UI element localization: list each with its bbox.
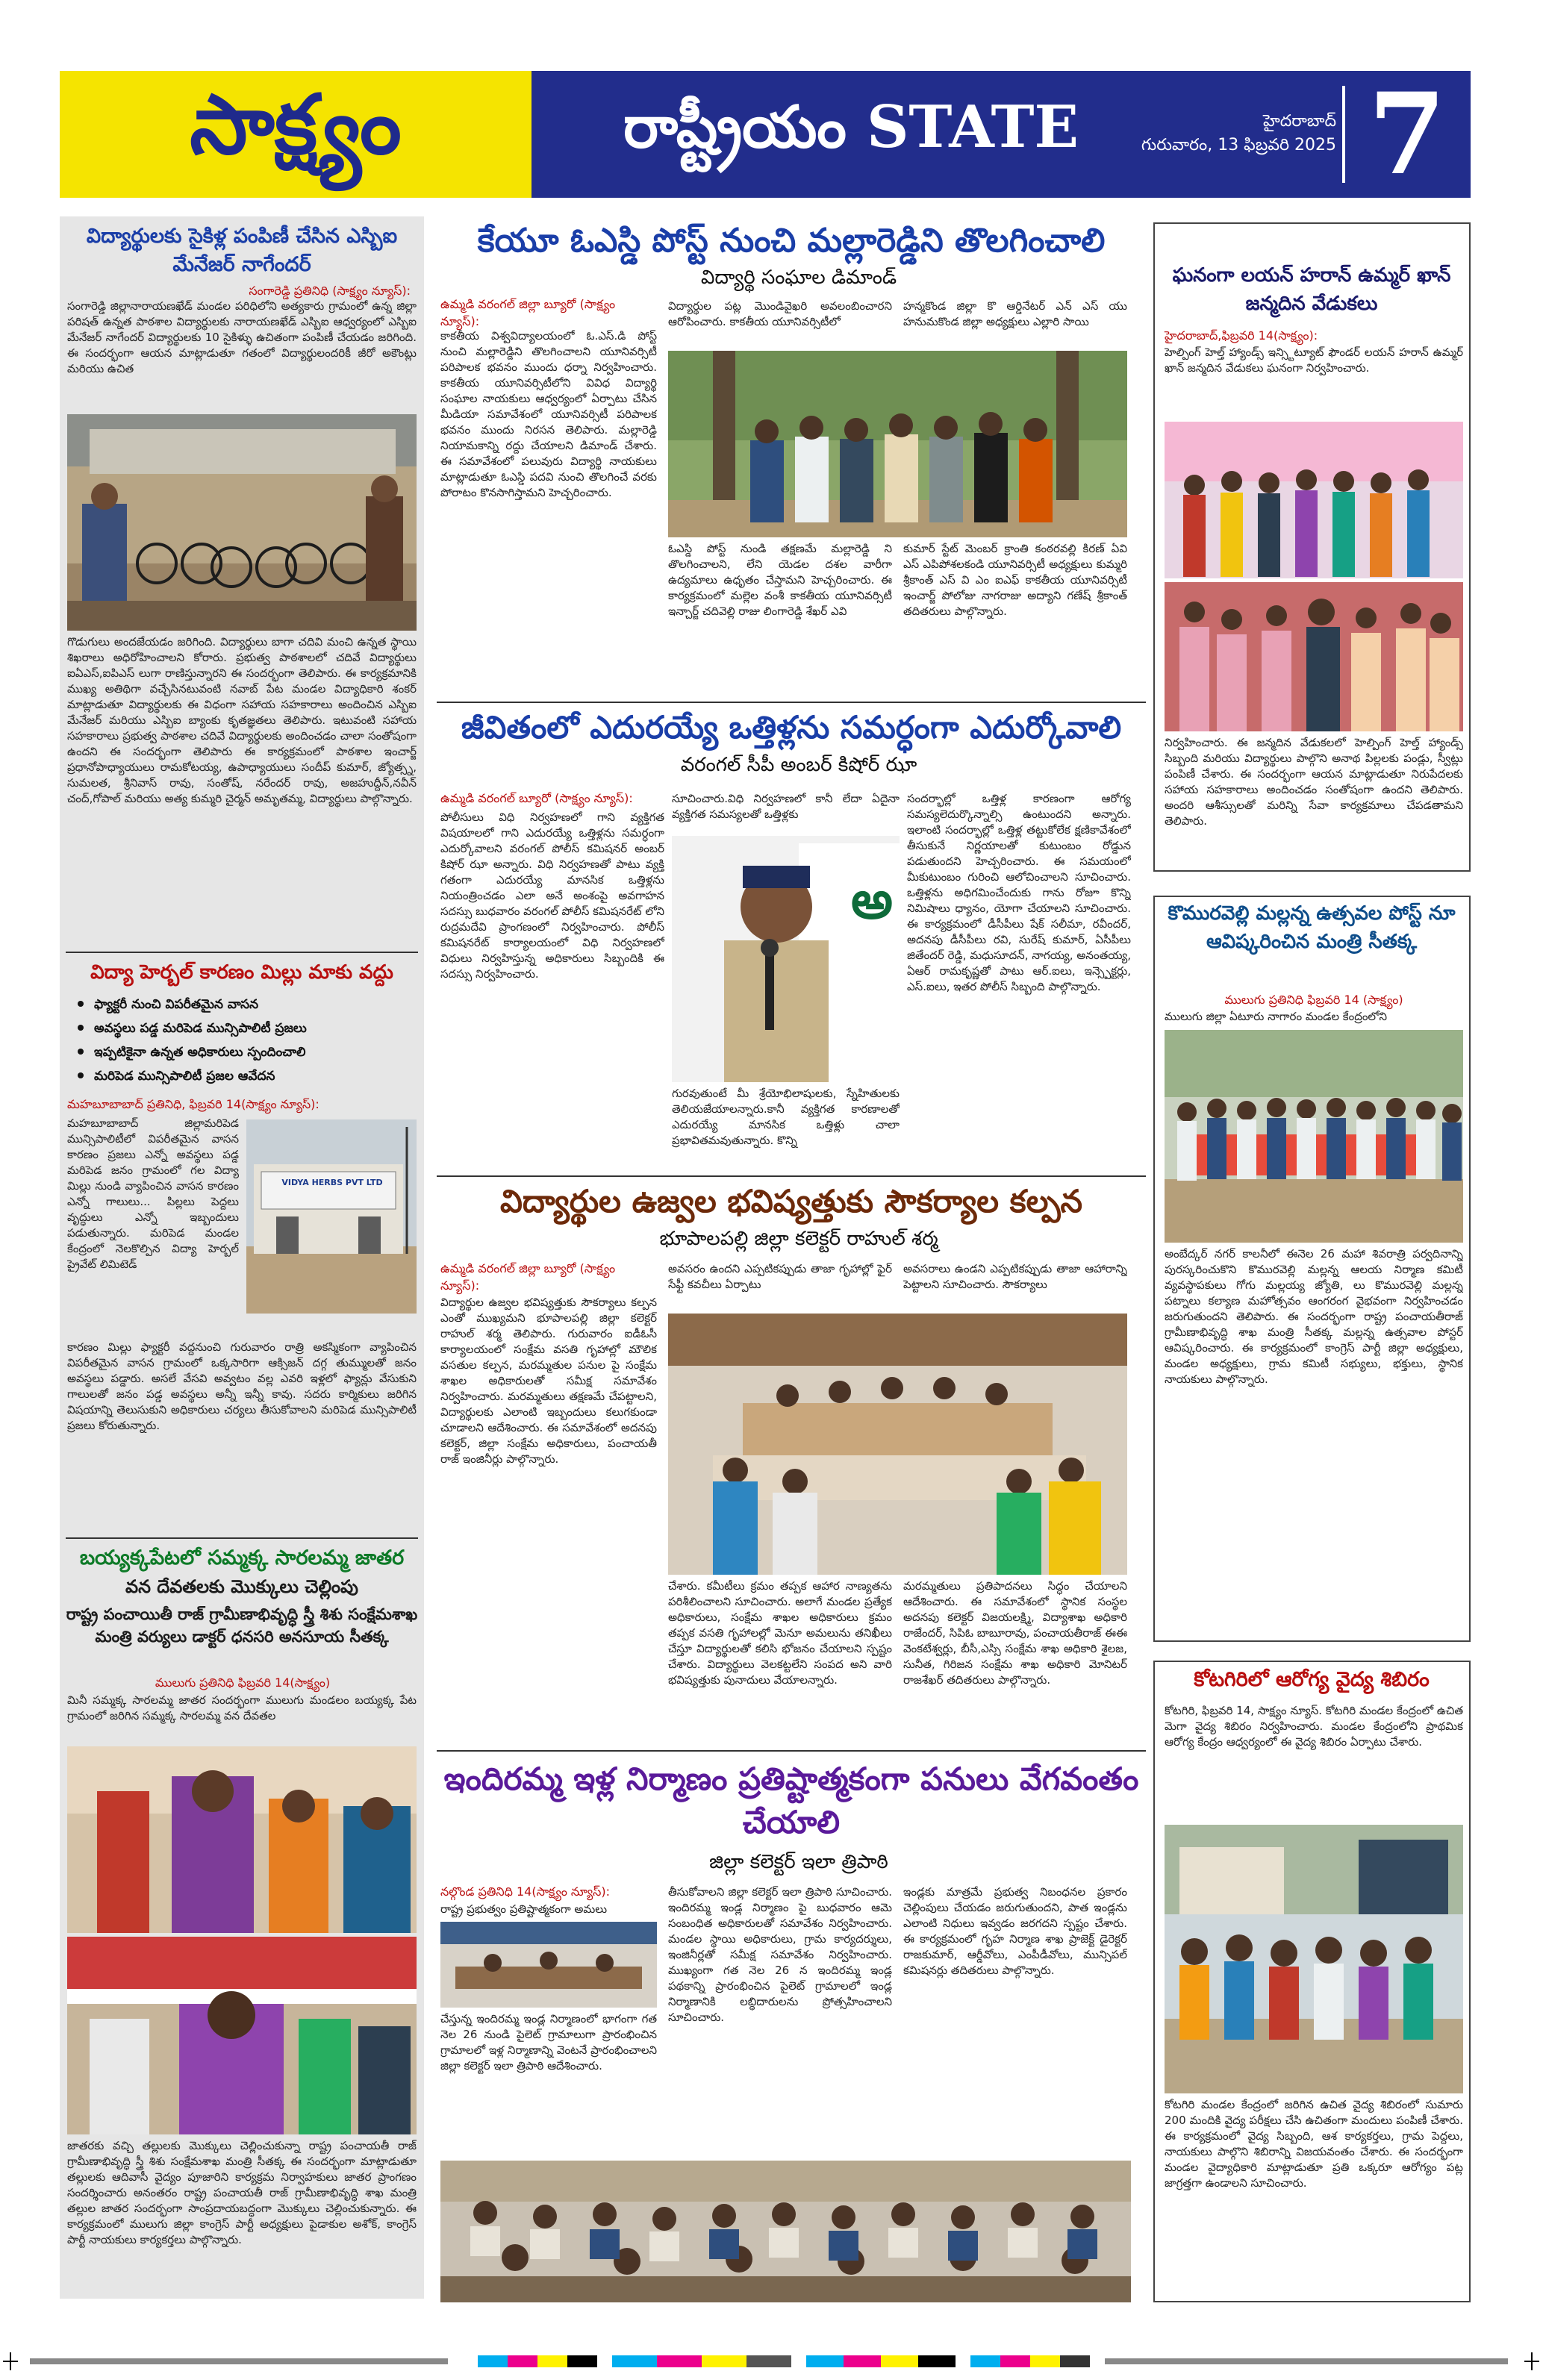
article-body: హెల్పింగ్ హెల్త్ హ్యాండ్స్ ఇన్స్టిట్యూట్ ఫౌండర్ లయన్ హరాన్ ఉమ్మర్ ఖాన్ జన్మదిన వేడుకలు ఘనంగా నిర్వహించారు. [1165,346,1463,375]
subhead-collector-ila: జిల్లా కలెక్టర్ ఇలా త్రిపాఠి [709,1851,888,1873]
headline-indiramma-houses: ఇందిరమ్మ ఇళ్ల నిర్మాణం ప్రతిష్టాత్మకంగా పనులు వేగవంతం చేయాలి [443,1761,1139,1840]
divider [437,1750,1146,1752]
dateline-warangal-3: ఉమ్మడి వరంగల్ జిల్లా బ్యూరో (సాక్ష్యం న్యూస్): [440,1261,616,1293]
headline-students-facilities: విద్యార్థుల ఉజ్వల భవిష్యత్తుకు సౌకర్యాల కల్పన [499,1183,1083,1219]
photo-police-commissioner [672,836,900,1082]
article-body: రాష్ట్ర ప్రభుత్వం ప్రతిష్టాత్మకంగా అమలు [440,1902,608,1916]
subhead-cp: వరంగల్ సీపీ అంబర్ కిషోర్ ఝా [680,754,917,776]
headline-vidya-herbal: విద్యా హెర్బల్ కారణం మిల్లు మాకు వద్దు [90,961,393,984]
article-body: అవసరం ఉందని ఎప్పటికప్పుడు తాజా గృహాల్లో ఫైర్ సేఫ్టీ కవచీలు ఏర్పాటు [668,1262,892,1291]
dateline-date: గురువారం, 13 ఫిబ్రవరి 2025 [1141,136,1336,154]
article-body: హన్మకొండ జిల్లా కొ ఆర్డినేటర్ ఎన్ ఎస్ యు హనుమకొండ జిల్లా అధ్యక్షులు ఎల్లారి సాయి [903,299,1127,328]
article-body: చేస్తున్న ఇందిరమ్మ ఇండ్ల నిర్మాణంలో భాగంగా గత నెల 26 నుండి పైలెట్ గ్రామాలుగా ప్రారంభించిన గ్రామాలలో ఇళ్ల నిర్మాణాన్ని వెంటనే ప్రారంభించాలని జిల్లా కలెక్టర్ ఇలా త్రిపాఠి ఆదేశించారు. [440,2012,657,2073]
subhead-minister: రాష్ట్ర పంచాయితీ రాజ్ గ్రామీణాభివృద్ధి స్త్రీ శిశు సంక్షేమశాఖ మంత్రి వర్యులు డాక్టర్ ధనసరి అనసూయ సీతక్క [66,1605,418,1646]
article-body: గొడుగులు అందజేయడం జరిగింది. విద్యార్థులు బాగా చదివి మంచి ఉన్నత స్థాయి శిఖరాలు అధిరోహించాలని కోరారు. ప్రభుత్వ పాఠశాలలో చదివే విద్యార్థులు ఐఏఎస్,ఐపిఎస్ లుగా రాణిస్తున్నారని ఈ సందర్భంగా తెలిపారు. ఈ కార్యక్రమానికి ముఖ్య అతిథిగా వచ్చేసినటువంటి నవాబ్ పేట మండల విద్యాధికారి శంకర్ మాట్లాడుతూ విద్యార్థులకు ఈ విధంగా సహాయ సహకారాలు అందించిన ఎస్బిఐ మేనేజర్ మరియు ఎస్బిఐ బ్యాంకు కృతజ్ఞతలు తెలిపారు. ఇటువంటి సహాయ సహకారాలు ప్రభుత్వ పాఠశాల చదివే విద్యార్థులకు అందించడం చాలా సంతోషంగా ఉందని ఈ సందర్భంగా తెలిపారు ఈ కార్యక్రమంలో పాఠశాల ఇంచార్జ్ ప్రధానోపాధ్యాయులు రామకోటయ్య, ఉపాధ్యాయులు సందీప్ కుమార్, జ్యోత్స్న, సుమలత, శ్రీనివాస్ రావు, సంతోష్, నరేందర్ రావు, అజహుద్దీన్,నవీన్ చంద్,గోపాల్ మరియు అత్య కుమ్మరి చైర్మన్ అమృతమ్మ, విద్యార్థులు పాల్గొన్నారు. [67,635,417,805]
article-body: తీసుకోవాలని జిల్లా కలెక్టర్ ఇలా త్రిపాఠి సూచించారు. ఇందిరమ్మ ఇండ్ల నిర్మాణం పై బుధవారం ఆమె సంబంధిత అధికారులతో సమావేశం నిర్వహించారు. మండల స్థాయి అధికారులు, గ్రామ కార్యదర్శులు, ఇంజినీర్లతో సమీక్ష సమావేశం నిర్వహించారు. ముఖ్యంగా గత నెల 26 న ఇందిరమ్మ ఇండ్ల పథకాన్ని ప్రారంభించిన పైలెట్ గ్రామాలలో ఇండ్ల నిర్మాణానికి లబ్ధిదారులను ప్రోత్సహించాలని సూచించారు. [668,1885,892,2024]
article-body: కుమార్ స్టేట్ మెంబర్ క్రాంతి కంఠరవల్లి కిరణ్ ఏవి ఎస్ ఎపిపోశలకండి యూనివర్సిటీ అధ్యక్షులు కుమ్మరి శ్రీకాంత్ ఎస్ వి ఎం ఐఎఫ్ కాకతీయ యూనివర్సిటీ ఇంచార్జ్ పోలోజు నాగరాజు అద్యాని గణేష్ శ్రీకాంత్ తదితరులు పాల్గొన్నారు. [903,542,1127,618]
photo-cycle-distribution [67,414,417,631]
dateline-mulugu: ములుగు ప్రతినిధి ఫిబ్రవరి 14(సాక్ష్యం) [155,1675,331,1690]
article-body: గురవుతుంటే మీ శ్రేయోభిలాషులకు, స్నేహితులకు తెలియజేయాలన్నారు.కానీ వ్యక్తిగత కారణాలతో ఎదురయ్యే మానసిక ఒత్తిళ్లు చాలా ప్రభావితమవుతున్నారు. కొన్ని [672,1087,900,1147]
subhead-offerings: వన దేవతలకు మొక్కులు చెల్లింపు [125,1576,358,1597]
divider [66,1537,418,1539]
headline-ku-osd: కేయూ ఓఎస్డి పోస్ట్ నుంచి మల్లారెడ్డిని తొలగించాలి [477,222,1106,260]
masthead-logo: సాక్ష్యం [190,75,402,172]
article-body: అవసరాలు ఉండని ఎప్పటికప్పుడు తాజా ఆహారాన్ని పెట్టాలని సూచించారు. సౌకర్యాలు [903,1262,1127,1291]
headline-stress: జీవితంలో ఎదురయ్యే ఒత్తిళ్లను సమర్ధంగా ఎదుర్కోవాలి [461,709,1122,746]
dateline-mahabubabad: మహబూబాబాద్ ప్రతినిధి, ఫిబ్రవరి 14(సాక్ష్యం న్యూస్): [67,1097,319,1111]
bullet-item: ఫ్యాక్టరీ నుంచి విపరీతమైన వాసన [75,993,418,1016]
photo-jatara-2 [67,1937,417,2134]
headline-komuravelli: కొమురవెల్లి మల్లన్న ఉత్సవల పోస్ట్ నూ ఆవిష్కరించిన మంత్రి సీతక్క [1168,902,1456,953]
headline-birthday: ఘనంగా లయన్ హరాన్ ఉమ్మర్ ఖాన్ జన్మదిన వేడుకలు [1172,264,1451,315]
photo-collector-meeting [440,1922,657,2008]
article-body: జాతరకు వచ్చి తల్లులకు మొక్కులు చెల్లించుకున్నా రాష్ట్ర పంచాయతీ రాజ్ గ్రామీణాభివృద్ధి స్త్రీ శిశు సంక్షేమశాఖ మంత్రి సీతక్క ఈ సందర్భంగా మాట్లాడుతూ తల్లులకు ఆదివాసీ వైద్యం పూజారిని కార్యక్రమ నిర్వాహకులు జాతర ప్రాంగణం సందర్శించారు అనంతరం రాష్ట్ర పంచాయతీ రాజ్ గ్రామీణాభివృద్ధి శాఖ మంత్రి తల్లుల జాతర సందర్భంగా సాంప్రదాయబద్ధంగా మొక్కులు చెల్లించుకున్నారు. ఈ కార్యక్రమంలో ములుగు జిల్లా కాంగ్రెస్ పార్టీ అధ్యక్షులు పైడాకుల అశోక్, కాంగ్రెస్ పార్టీ నాయకులు కార్యకర్తలు పాల్గొన్నారు. [67,2139,417,2246]
article-body: మినీ సమ్మక్క సారలమ్మ జాతర సందర్భంగా ములుగు మండలం బయ్యక్క పేట గ్రామంలో జరిగిన సమ్మక్క సారలమ్మ వన దేవతల [67,1693,417,1722]
article-body: కారణం మిల్లు ఫ్యాక్టరీ వద్దనుంచి గురువారం రాత్రి అకస్మికంగా వ్యాపించిన విపరీతమైన వాసన గ్రామంలో ఒక్కసారిగా ఆక్సిజన్ దగ్గ తుమ్ములతో జనం అవస్థలు పడ్డారు. అసలే వేసవి అవ్వటం వల్ల ఎవరి ఇళ్లలో ఫ్యాన్లు వేసుకుని గాలులతో జనం పడ్డ అవస్థలు అన్నీ ఇన్నీ కావు. సదరు కార్మికులు జరిగిన విషయాన్ని తెలుసుకుని అధికారులు చర్యలు తీసుకోవాలని మరిపెడ మున్సిపాలిటీ ప్రజలు కోరుతున్నారు. [67,1340,417,1432]
article-body: సూచించారు.విధి నిర్వహణలో కానీ లేదా ఏదైనా వ్యక్తిగత సమస్యలతో ఒత్తిళ్లకు [672,792,900,821]
divider [437,702,1146,703]
bullet-item: మరిపెడ మున్సిపాలిటీ ప్రజల ఆవేదన [75,1064,418,1088]
dateline-warangal: ఉమ్మడి వరంగల్ జిల్లా బ్యూరో (సాక్ష్యం న్యూస్): [440,297,616,328]
article-body: అంబేద్కర్ నగర్ కాలనీలో ఈనెల 26 మహా శివరాత్రి పర్వదినాన్ని పురస్కరించుకొని కొమురవెల్లి మల్లన్న ఆలయ నిర్మాణ కమిటీ వ్యవస్థాపకులు గోగు మల్లయ్య జ్యోతి, లు కొమురవెల్లి మల్లన్న పట్నాలు కల్యాణ మహోత్సవం ఆంగరంగ వైభవంగా నిర్వహించడం జరుగుతుందని తెలిపారు. ఈ సందర్భంగా రాష్ట్ర పంచాయతీరాజ్ గ్రామీణాభివృద్ధి శాఖ మంత్రి సీతక్క మల్లన్న ఉత్సవాల పోస్టర్ ఆవిష్కరించారు. ఈ కార్యక్రమంలో కాంగ్రెస్ పార్టీ జిల్లా అధ్యక్షులు, మండల అధ్యక్షులు, గ్రామ కమిటీ సభ్యులు, భక్తులు, స్థానిక నాయకులు పాల్గొన్నారు. [1165,1247,1463,1386]
page-number: 7 [1368,69,1447,200]
photo-birthday-2 [1165,582,1463,731]
article-body: కోటగిరి మండల కేంద్రంలో జరిగిన ఉచిత వైద్య శిబిరంలో సుమారు 200 మందికి వైద్య పరీక్షలు చేసి ఉచితంగా మందులు పంపిణీ చేశారు. ఈ కార్యక్రమంలో వైద్య సిబ్బంది, ఆశ కార్యకర్తలు, గ్రామ పెద్దలు, నాయకులు పాల్గొని శిబిరాన్ని విజయవంతం చేశారు. ఈ సందర్భంగా మండల వైద్యాధికారి మాట్లాడుతూ ప్రతి ఒక్కరూ ఆరోగ్యం పట్ల జాగ్రత్తగా ఉండాలని సూచించారు. [1165,2098,1463,2190]
bullet-item: అవస్థలు పడ్డ మరిపెడ మున్సిపాలిటీ ప్రజలు [75,1016,418,1040]
photo-poster-launch [1165,1030,1463,1243]
subhead-collector-rahul: భూపాలపల్లి జిల్లా కలెక్టర్ రాహుల్ శర్మ [659,1228,938,1250]
subhead-student-unions: విద్యార్థి సంఘాల డిమాండ్ [700,266,897,289]
headline-cycles: విద్యార్థులకు సైకిళ్ల పంపిణీ చేసిన ఎస్బిఐ మేనేజర్ నాగేందర్ [86,225,398,276]
article-body: విద్యార్థుల ఉజ్వల భవిష్యత్తుకు సౌకర్యాలు కల్పన ఎంతో ముఖ్యమని భూపాలపల్లి జిల్లా కలెక్టర్ రాహుల్ శర్మ తెలిపారు. గురువారం ఐడీఓసీ కార్యాలయంలో సంక్షేమ వసతి గృహాల్లో మౌలిక వసతుల కల్పన, మరమ్మతుల పనుల పై సంక్షేమ శాఖల అధికారులతో సమీక్ష సమావేశం నిర్వహించారు. మరమ్మతులు తక్షణమే చేపట్టాలని, విద్యార్థులకు ఎలాంటి ఇబ్బందులు కలుగకుండా చూడాలని ఆదేశించారు. ఈ సమావేశంలో అదనపు కలెక్టర్, జిల్లా సంక్షేమ అధికారులు, పంచాయతీ రాజ్ ఇంజినీర్లు పాల్గొన్నారు. [440,1296,657,1466]
article-body: పోలీసులు విధి నిర్వహణలో గాని వ్యక్తిగత విషయాలలో గాని ఎదురయ్యే ఒత్తిళ్లను సమర్ధంగా ఎదుర్కోవాలని వరంగల్ పోలీస్ కమిషనర్ అంబర్ కిషోర్ ఝా అన్నారు. విధి నిర్వహణతో పాటు వ్యక్తి గతంగా ఎదురయ్యే మానసిక ఒత్తిళ్లను నియంత్రించడం ఎలా అనే అంశంపై అవగాహన సదస్సు బుధవారం వరంగల్ పోలీస్ కమిషనరేట్ లోని రుద్రమదేవి ప్రాంగణంలో నిర్వహించారు. పోలీస్ కమిషనరేట్ కార్యాలయంలో విధి నిర్వహణలో విధులు నిర్వహిస్తున్న అధికారులు సిబ్బందికి ఈ సదస్సు నిర్వహించారు. [440,810,664,981]
svg-text:అ: అ [851,869,893,931]
bullet-item: ఇప్పటికైనా ఉన్నత అధికారులు స్పందించాలి [75,1040,418,1064]
article-body: సందర్భాల్లో ఒత్తిళ్ల కారణంగా ఆరోగ్య సమస్యలెదుర్కొన్నాల్సి ఉంటుందని అన్నారు. ఇలాంటి సందర్భాల్లో ఒత్తిళ్ల తట్టుకోలేక క్షణికావేశంలో తీసుకునే నిర్ణయాలతో కుటుంబం రోడ్డున పడుతుందని హెచ్చరించారు. ఈ సమయంలో మీకుటుంబం గురించి ఆలోచించాలని సూచించారు. ఒత్తిళ్లను అధిగమించేందుకు గాను రోజూ కొన్ని నిమిషాలు ధ్యానం, యోగా చేయాలని సూచించారు. ఈ కార్యక్రమంలో డీసీపీలు షేక్ సలీమా, రవీందర్, అదనపు డీసీపీలు రవి, సురేష్ కుమార్, ఏసీపీలు జితేందర్ రెడ్డి, మధుసూదన్, నాగయ్య, అనంతయ్య, ఏఆర్ రామకృష్ణతో పాటు ఆర్.ఐలు, ఇన్స్పెక్టర్లు, ఎస్.ఐలు, ఇతర పోలీస్ సిబ్బంది పాల్గొన్నారు. [907,792,1131,993]
divider [66,952,418,953]
article-body: కాకతీయ విశ్వవిద్యాలయంలో ఓ.ఎస్.డి పోస్ట్ నుంచి మల్లారెడ్డిని తొలగించాలని యూనివర్సిటీ పరిపాలక భవనం ముందు ధర్నా నిర్వహించారు. కాకతీయ యూనివర్సిటీలోని వివిధ విద్యార్థి సంఘాల నాయకులు ఆధ్వర్యంలో ఏర్పాటు చేసిన మీడియా సమావేశంలో యూనివర్సిటీ పరిపాలక భవనం ముందు నిరసన తెలిపారు. మల్లారెడ్డి నియామకాన్ని రద్దు చేయాలని డిమాండ్ చేశారు. ఈ సమావేశంలో పలువురు విద్యార్థి నాయకులు మాట్లాడుతూ ఓఎస్డి పదవి నుంచి తొలగించే వరకు పోరాటం కొనసాగిస్తామని హెచ్చరించారు. [440,329,657,499]
article-body: మహబూబాబాద్ జిల్లామరిపెడ మున్సిపాలిటీలో విపరీతమైన వాసన కారణం ప్రజలు ఎన్నో అవస్థలు పడ్డ మరిపెడ జనం గ్రామంలో గల విద్యా మిల్లు నుండి వ్యాపించిన వాసన కారణం ఎన్నో గాలులు... పిల్లలు పెద్దలు వృద్ధులు ఎన్నో ఇబ్బందులు పడుతున్నారు. మరిపెడ మండల కేంద్రంలో నెలకొల్పిన విద్యా హెర్బల్ ప్రైవేట్ లిమిటెడ్ [67,1116,239,1271]
article-body: ములుగు జిల్లా ఏటూరు నాగారం మండల కేంద్రంలోని [1165,1010,1388,1023]
article-body: చేశారు. కమీటీలు క్రమం తప్పక ఆహార నాణ్యతను పరిశీలించాలని సూచించారు. అలాగే మండల ప్రత్యేక అధికారులు, సంక్షేమ శాఖల అధికారులు క్రమం తప్పక వసతి గృహాలల్లో మెనూ అమలును తనిఖీలు చేస్తూ విద్యార్థులతో కలిసి భోజనం చేయాలని స్పష్టం చేశారు. విద్యార్థులు వెలకట్టలేని సంపద అని వారి భవిష్యత్తుకు పునాదులు వేయాలన్నారు. [668,1579,892,1687]
section-title: రాష్ట్రీయం STATE [623,93,1079,161]
dateline-city: హైదరాబాద్ [1263,112,1336,131]
article-body: కోటగిరి, ఫిబ్రవరి 14, సాక్ష్యం న్యూస్. కోటగిరి మండల కేంద్రంలో ఉచిత మెగా వైద్య శిబిరం నిర్వహించారు. మండల కేంద్రంలోని ప్రాథమిక ఆరోగ్య కేంద్రం ఆధ్వర్యంలో ఈ వైద్య శిబిరం ఏర్పాటు చేశారు. [1165,1704,1463,1749]
dateline-hyderabad: హైదరాబాద్,ఫిబ్రవరి 14(సాక్ష్యం): [1165,328,1318,343]
headline-sammakka-jatara: బయ్యక్కపేటలో సమ్మక్క సారలమ్మ జాతర [79,1546,405,1570]
dateline-sangareddy: సంగారెడ్డి ప్రతినిధి (సాక్ష్యం న్యూస్): [249,284,411,298]
dateline-mulugu-2: ములుగు ప్రతినిధి ఫిబ్రవరి 14 (సాక్ష్యం) [1224,993,1403,1007]
photo-birthday-1 [1165,422,1463,578]
photo-jatara-1 [67,1746,417,1933]
dateline-nalgonda: నల్గొండ ప్రతినిధి 14(సాక్ష్యం న్యూస్): [440,1884,611,1899]
photo-health-camp [1165,1825,1463,2093]
article-body: నిర్వహించారు. ఈ జన్మదిన వేడుకలలో హెల్పింగ్ హెల్త్ హ్యాండ్స్ సిబ్బంది మరియు విద్యార్థులు పాల్గొని అనాథ పిల్లలకు పండ్లు, స్వీట్లు పంపిణీ చేశారు. ఈ సందర్భంగా ఆయన మాట్లాడుతూ నిరుపేదలకు సహాయ సహకారాలు అందించడం సంతోషంగా ఉందని తెలిపారు. అందరి ఆశీస్సులతో మరిన్ని సేవా కార్యక్రమాలు చేపడతామని తెలిపారు. [1165,736,1463,828]
article-body: విద్యార్థుల పట్ల మొండివైఖరి అవలంబించారని ఆరోపించారు. కాకతీయ యూనివర్సిటీలో [668,299,892,328]
article-body: సంగారెడ్డి జిల్లానారాయణఖేడ్ మండల పరిధిలోని అత్యకారు గ్రామంలో ఉన్న జిల్లా పరిషత్ ఉన్నత పాఠశాల విద్యార్థులకు నారాయణఖేడ్ ఎస్బిఐ ఆధ్వర్యంలో ఎస్బిఐ మేనేజర్ నాగేందర్ విద్యార్థులకు 10 సైకిళ్ళు ఉచితంగా పంపిణీ చేయడం జరిగింది. ఈ సందర్భంగా ఆయన మాట్లాడుతూ గతంలో విద్యార్థులందరికీ జీరో అకౌంట్లు మరియు ఉచిత [67,299,417,375]
photo-student-group [668,351,1127,537]
photo-factory [246,1119,417,1314]
dateline-warangal-2: ఉమ్మడి వరంగల్ బ్యూరో (సాక్ష్యం న్యూస్): [440,791,633,805]
factory-sign-text: VIDYA HERBS PVT LTD [281,1178,383,1187]
article-body: మరమ్మతులు ప్రతిపాదనలు సిద్ధం చేయాలని ఆదేశించారు. ఈ సమావేశంలో స్థానిక సంస్థల అదనపు కలెక్టర్ విజయలక్ష్మి, విద్యాశాఖ అధికారి రాజేందర్, సిపిఓ బాబూరావు, పంచాయతీరాజ్ ఈఈ వెంకటేశ్వర్లు, బీసీ,ఎస్సి సంక్షేమ శాఖ అధికారి శైలజ, సునీత, గిరిజన సంక్షేమ శాఖ అధికారి మోనిటర్ రాజశేఖర్ తదితరులు పాల్గొన్నారు. [903,1579,1127,1687]
photo-review-meeting [668,1314,1127,1575]
article-body: ఓఎస్డి పోస్ట్ నుండి తక్షణమే మల్లారెడ్డి ని తొలగించాలని, లేని యెడల దశల వారీగా ఉద్యమాలు ఉధృతం చేస్తామని హెచ్చరించారు. ఈ కార్యక్రమంలో మల్లెల వంశీ కాకతీయ యూనివర్సిటీ ఇన్చార్జ్ చదివెల్లి రాజు లింగారెడ్డి శేఖర్ ఎవి [668,542,892,618]
bullet-list [75,993,418,1088]
divider [437,1175,1146,1177]
headline-health-camp: కోటగిరిలో ఆరోగ్య వైద్య శిబిరం [1194,1668,1430,1691]
color-registration-bar [0,2351,1543,2372]
photo-housing-review [440,2161,1131,2302]
article-body: ఇండ్లకు మాత్రమే ప్రభుత్వ నిబంధనల ప్రకారం చెల్లింపులు చేయడం జరుగుతుందని, పాత ఇండ్లను ఎలాంటి నిధులు ఇవ్వడం జరగదని స్పష్టం చేశారు. ఈ కార్యక్రమంలో గృహ నిర్మాణ శాఖ ప్రాజెక్ట్ డైరెక్టర్ రాజకుమార్, ఆర్డీవోలు, ఎంపీడీవోలు, మున్సిపల్ కమిషనర్లు తదితరులు పాల్గొన్నారు. [903,1885,1127,1977]
